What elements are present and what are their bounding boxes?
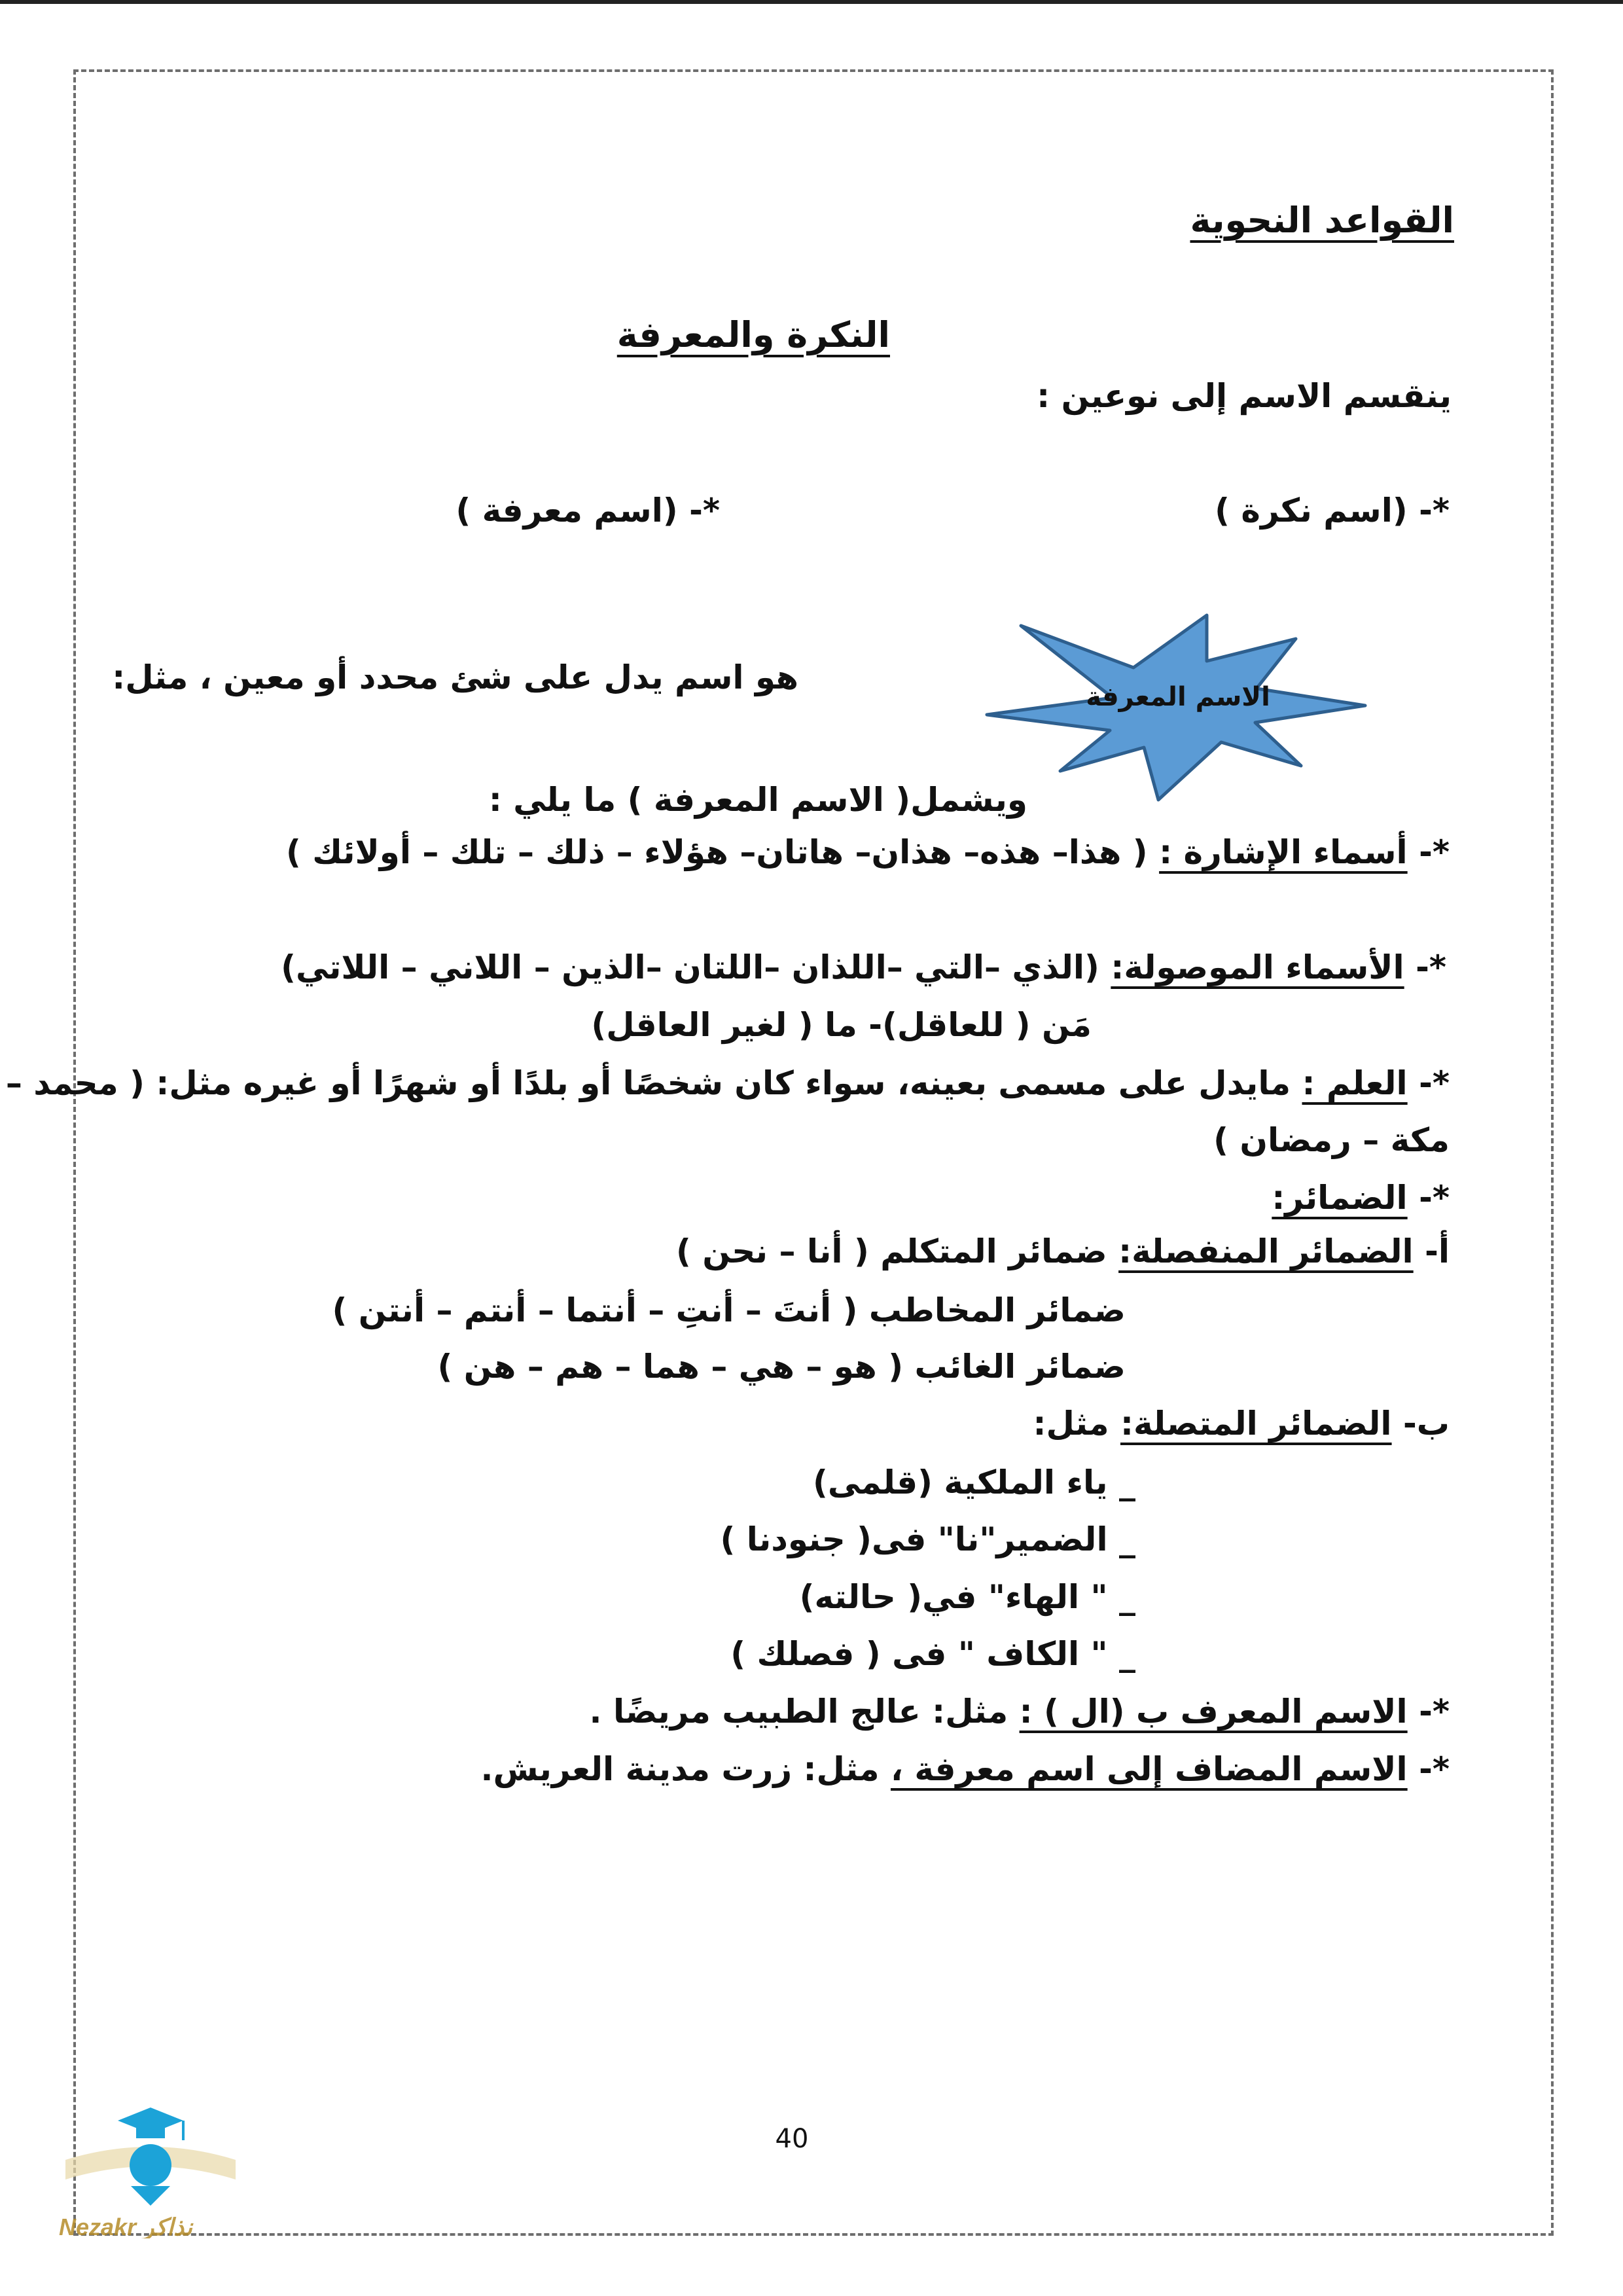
demonstratives-items: ( هذا– هذه– هذان– هاتان– هؤلاء – ذلك – تلك – أولائك ) <box>285 833 1148 871</box>
list-item: _ ياء الملكية (قلمى) <box>813 1463 1135 1501</box>
type-indefinite: *- (اسم نكرة ) <box>1215 492 1450 529</box>
separate-pronouns-label: الضمائر المنفصلة: <box>1118 1232 1414 1270</box>
idafa-noun-example: مثل: زرت مدينة العريش. <box>480 1750 880 1788</box>
relatives-items: (الذي –التي –اللذان –اللتان –الذين – اللاني – اللاتي) <box>281 948 1099 986</box>
bullet: *- <box>1416 948 1446 986</box>
attached-pronouns-label: الضمائر المتصلة: <box>1120 1405 1392 1443</box>
intro-line: ينقسم الاسم إلى نوعين : <box>1037 377 1452 415</box>
proper-nouns-line <box>6 1064 1450 1103</box>
separate-pronouns-line <box>676 1232 1450 1271</box>
watermark-logo <box>52 2088 249 2238</box>
al-noun-example: مثل: عالج الطبيب مريضًا . <box>589 1693 1008 1731</box>
bullet: *- <box>1419 1750 1450 1788</box>
idafa-noun-line <box>480 1749 1450 1789</box>
type-definite: *- (اسم معرفة ) <box>455 492 720 529</box>
demonstratives-label: أسماء الإشارة : <box>1159 833 1408 871</box>
bullet: *- <box>1419 833 1450 871</box>
definition-line: هو اسم يدل على شئ محدد أو معين ، مثل: <box>112 658 798 696</box>
list-item: _ الضمير"نا" فى( جنودنا ) <box>720 1520 1135 1558</box>
speaker-pronouns: ضمائر المتكلم ( أنا – نحن ) <box>676 1232 1107 1270</box>
list-prefix: ب- <box>1403 1405 1450 1443</box>
list-item: _ " الهاء" في( حالته) <box>799 1578 1135 1616</box>
proper-nouns-text: مايدل على مسمى بعينه، سواء كان شخصًا أو بلدًا أو شهرًا أو غيره مثل: ( محمد – <box>5 1064 1291 1102</box>
top-border-bar <box>0 0 1623 4</box>
includes-line: ويشمل( الاسم المعرفة ) ما يلي : <box>488 781 1027 819</box>
proper-nouns-line-2: مكة – رمضان ) <box>1213 1121 1450 1159</box>
pronouns-label: الضمائر: <box>1272 1179 1408 1217</box>
definite-noun-starburst <box>982 609 1374 805</box>
al-noun-label: الاسم المعرف ب (ال ) : <box>1019 1693 1408 1731</box>
relatives-label: الأسماء الموصولة: <box>1111 948 1404 986</box>
list-prefix: أ- <box>1425 1232 1450 1270</box>
attached-pronouns-line <box>1033 1404 1450 1443</box>
idafa-noun-label: الاسم المضاف إلى اسم معرفة ، <box>890 1750 1408 1788</box>
svg-text:Nezakr نذاكر: Nezakr نذاكر <box>59 2214 192 2238</box>
relatives-line-2: مَن ( للعاقل)- ما ( لغير العاقل) <box>591 1006 1092 1044</box>
page-title: القواعد النحوية <box>1190 200 1454 241</box>
proper-nouns-label: العلم : <box>1302 1064 1408 1102</box>
page-number: 40 <box>775 2124 809 2154</box>
demonstratives-line <box>286 833 1450 872</box>
starburst-label: الاسم المعرفة <box>1086 682 1270 712</box>
graduation-cap-icon <box>52 2088 249 2238</box>
absent-pronouns: ضمائر الغائب ( هو – هي – هما – هم – هن ) <box>437 1348 1126 1386</box>
al-noun-line <box>590 1692 1450 1731</box>
bullet: *- <box>1419 1064 1450 1102</box>
attached-pronouns-suffix: مثل: <box>1033 1405 1109 1443</box>
addressee-pronouns: ضمائر المخاطب ( أنتَ – أنتِ – أنتما – أنتم – أنتن ) <box>332 1291 1126 1329</box>
list-item: _ " الكاف " فى ( فصلك ) <box>730 1635 1135 1673</box>
bullet: *- <box>1419 1693 1450 1731</box>
pronouns-line <box>1272 1178 1450 1217</box>
relatives-line <box>281 948 1446 987</box>
bullet: *- <box>1419 1179 1450 1217</box>
section-heading: النكرة والمعرفة <box>616 314 890 355</box>
